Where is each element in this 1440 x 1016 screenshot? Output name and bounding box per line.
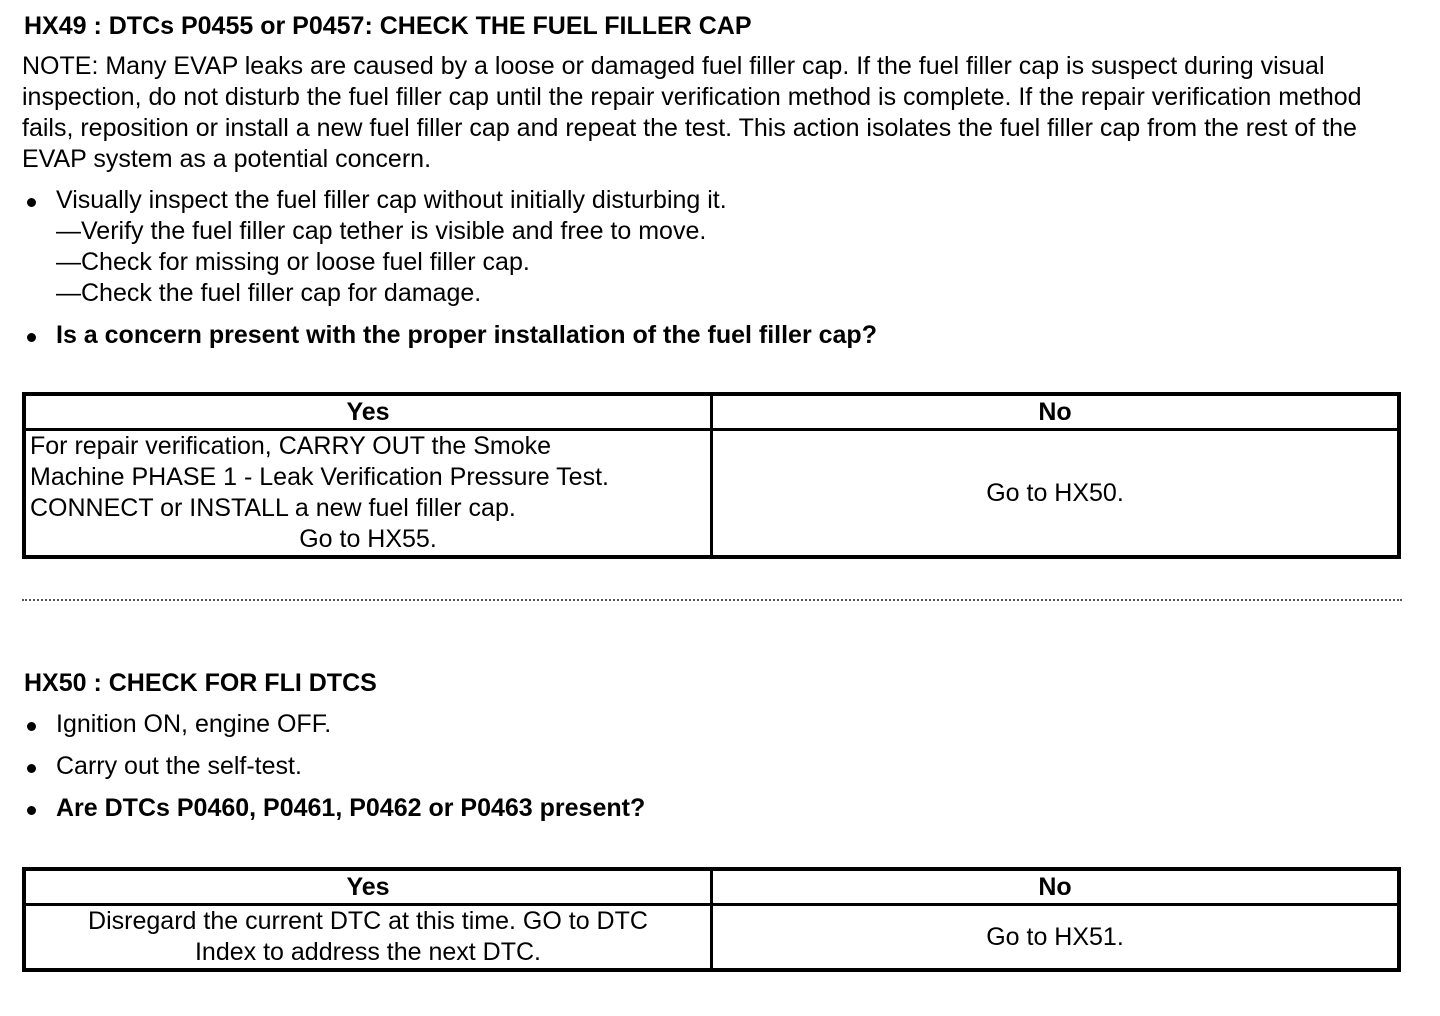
no-goto-cell: Go to HX50.	[712, 430, 1400, 558]
yes-line: For repair verification, CARRY OUT the Smoke	[30, 432, 552, 460]
step-visual-inspect	[22, 185, 1402, 309]
step-ignition: Ignition ON, engine OFF.	[22, 709, 1402, 740]
step-self-test: Carry out the self-test.	[22, 751, 1402, 782]
no-goto-cell: Go to HX51.	[712, 905, 1400, 971]
no-header: No	[712, 394, 1400, 430]
yes-goto-link: Go to HX55.	[299, 525, 437, 553]
step-visual-inspect-text: Visually inspect the fuel filler cap without initially disturbing it.	[56, 186, 727, 214]
yes-header: Yes	[24, 394, 712, 430]
document-page	[22, 10, 1402, 972]
decision-table-hx50	[22, 867, 1401, 972]
yes-cell	[24, 430, 712, 558]
section-hx49-note: NOTE: Many EVAP leaks are caused by a loose or damaged fuel filler cap. If the fuel filler cap is suspect during visual inspection, do not disturb the fuel filler cap until the repair verification method is complete. If the repair verification method fails, reposition or install a new fuel filler cap and repeat the test. This action isolates the fuel filler cap from the rest of the EVAP system as a potential concern.	[22, 52, 1362, 173]
question-concern-present: Is a concern present with the proper installation of the fuel filler cap?	[22, 320, 1402, 351]
section-hx50-heading: HX50 : CHECK FOR FLI DTCS	[24, 669, 377, 697]
substep-check-missing: —Check for missing or loose fuel filler cap.	[56, 248, 530, 276]
yes-header: Yes	[24, 869, 712, 905]
substep-verify-tether: —Verify the fuel filler cap tether is visible and free to move.	[56, 217, 707, 245]
yes-line: Machine PHASE 1 - Leak Verification Pressure Test.	[30, 463, 609, 491]
yes-line: Index to address the next DTC.	[194, 938, 541, 966]
yes-line: CONNECT or INSTALL a new fuel filler cap.	[30, 494, 516, 522]
decision-table-hx49	[22, 392, 1401, 559]
section-divider	[22, 599, 1402, 601]
section-hx50-steps	[22, 709, 1402, 824]
substep-check-damage: —Check the fuel filler cap for damage.	[56, 279, 482, 307]
no-header: No	[712, 869, 1400, 905]
yes-cell	[24, 905, 712, 971]
yes-line: Disregard the current DTC at this time. GO to DTC	[88, 907, 648, 935]
section-hx49-heading: HX49 : DTCs P0455 or P0457: CHECK THE FUEL FILLER CAP	[24, 12, 752, 40]
section-hx49-steps	[22, 185, 1402, 351]
question-dtcs-present: Are DTCs P0460, P0461, P0462 or P0463 present?	[22, 793, 1402, 824]
